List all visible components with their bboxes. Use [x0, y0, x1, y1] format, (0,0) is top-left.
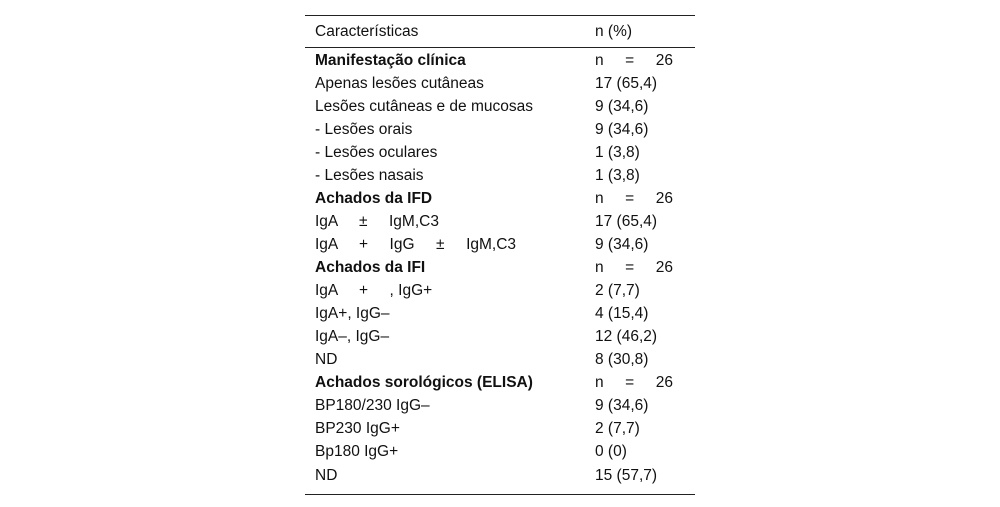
characteristic-label: ND	[315, 350, 338, 368]
header-n-percent: n (%)	[585, 16, 695, 48]
count-percent-value: 8 (30,8)	[595, 350, 649, 368]
count-percent-value: 17 (65,4)	[595, 212, 658, 230]
section-row	[305, 371, 695, 394]
count-percent-value: n = 26	[595, 373, 673, 391]
characteristic-label: IgA–, IgG–	[315, 327, 390, 345]
table-row	[305, 463, 695, 495]
table-row	[305, 417, 695, 440]
section-title: Achados da IFD	[315, 189, 433, 207]
characteristic-label: ND	[305, 463, 585, 495]
characteristic-label: - Lesões orais	[315, 120, 413, 138]
count-percent-value: n = 26	[595, 189, 673, 207]
table-row	[305, 279, 695, 302]
count-percent-value: n = 26	[595, 51, 673, 69]
characteristic-label: Lesões cutâneas e de mucosas	[315, 97, 533, 115]
characteristic-label: - Lesões nasais	[315, 166, 424, 184]
characteristic-label: Apenas lesões cutâneas	[315, 74, 484, 92]
section-title: Achados sorológicos (ELISA)	[315, 373, 533, 391]
table-row	[305, 164, 695, 187]
table-row	[305, 95, 695, 118]
count-percent-value: 12 (46,2)	[595, 327, 658, 345]
count-percent-value: 4 (15,4)	[595, 304, 649, 322]
characteristic-label: IgA + , IgG+	[315, 281, 433, 299]
table-row	[305, 210, 695, 233]
table-row	[305, 394, 695, 417]
table-header	[305, 16, 695, 48]
table-body	[305, 48, 695, 495]
characteristics-table	[305, 15, 695, 495]
section-title: Achados da IFI	[315, 258, 426, 276]
count-percent-value: 15 (57,7)	[585, 463, 695, 495]
count-percent-value: 2 (7,7)	[595, 419, 640, 437]
count-percent-value: 0 (0)	[595, 442, 627, 460]
section-row	[305, 187, 695, 210]
count-percent-value: 9 (34,6)	[595, 235, 649, 253]
count-percent-value: n = 26	[595, 258, 673, 276]
count-percent-value: 9 (34,6)	[595, 97, 649, 115]
count-percent-value: 2 (7,7)	[595, 281, 640, 299]
table-row	[305, 233, 695, 256]
characteristic-label: IgA+, IgG–	[315, 304, 390, 322]
count-percent-value: 9 (34,6)	[595, 396, 649, 414]
table-row	[305, 302, 695, 325]
characteristic-label: IgA + IgG ± IgM,C3	[315, 235, 517, 253]
section-row	[305, 256, 695, 279]
section-title: Manifestação clínica	[315, 51, 466, 69]
table-row	[305, 141, 695, 164]
characteristic-label: IgA ± IgM,C3	[315, 212, 439, 230]
table-row	[305, 118, 695, 141]
count-percent-value: 9 (34,6)	[595, 120, 649, 138]
header-row	[305, 16, 695, 48]
table-row	[305, 72, 695, 95]
characteristic-label: - Lesões oculares	[315, 143, 438, 161]
header-characteristics: Características	[305, 16, 585, 48]
count-percent-value: 17 (65,4)	[595, 74, 658, 92]
characteristic-label: Bp180 IgG+	[315, 442, 399, 460]
characteristic-label: BP180/230 IgG–	[315, 396, 430, 414]
count-percent-value: 1 (3,8)	[595, 143, 640, 161]
table-row	[305, 325, 695, 348]
table-row	[305, 348, 695, 371]
section-row	[305, 48, 695, 73]
characteristic-label: BP230 IgG+	[315, 419, 400, 437]
count-percent-value: 1 (3,8)	[595, 166, 640, 184]
table-row	[305, 440, 695, 463]
